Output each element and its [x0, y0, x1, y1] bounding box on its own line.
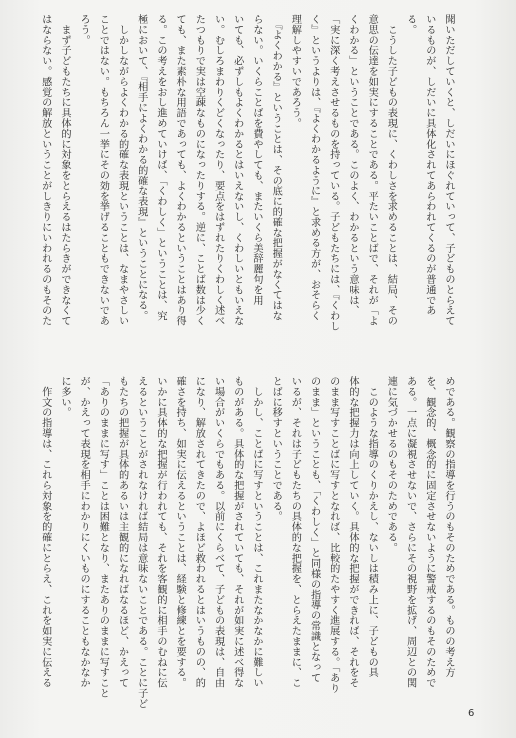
text-line: もたちの把握が具体的あるいは主観的になればなるほど、かえって	[116, 376, 128, 688]
text-line: に多い。	[58, 376, 70, 418]
text-line: ても、また素朴な用語であっても、よくわかるということはあり得	[174, 14, 186, 326]
text-line: いかに具体的な把握が行われても、それを客観的に相手のむねに伝	[154, 376, 166, 688]
text-line: のまま写すことばに写すとなれば、比較的たやすく進展する。「あり	[327, 376, 339, 694]
lower-text-block	[36, 376, 458, 708]
text-line: くわかる」ということである。このよく、わかるという意味は、	[346, 14, 358, 316]
text-line: しかしながらよくわかる的確な表現ということは、なまやさしい	[116, 14, 128, 326]
text-line: 極において、『相手によくわかる的確な表現』ということになる。	[135, 14, 147, 321]
text-line: 作文の指導は、これら対象を的確にとらえ、これを如実に伝える	[39, 376, 51, 688]
text-line: ろう。	[78, 14, 90, 46]
text-line: 「ありのままに写す」ことは困難となり、またありのままに写すこと	[97, 376, 109, 699]
text-line: が、かえって表現を相手にわかりにくいものにすることもなかなか	[78, 376, 90, 688]
text-line: いるが、それは子どもたちの具体的な把握を、とらえたままに、こ	[289, 376, 301, 688]
text-line: 意思の伝達を如実にすることである。平たいことばで、それが「よ	[366, 14, 378, 326]
text-line: まず子どもたちに具体的に対象をとらえるはたらきができなくて	[58, 14, 70, 326]
text-line: 確さを持ち、如実に伝えるということは、経験と修練とを要する。	[174, 376, 186, 688]
text-line: ことではない。もちろん一挙にその効を挙げることもできないであ	[97, 14, 109, 326]
text-line: しかし、ことばに写すということは、これまたなかなかに難しい	[250, 376, 262, 688]
text-line: らない。いくらことばを費やしても、またいくら美辞麗句を用	[250, 14, 262, 306]
text-line: を、観念的、概念的に固定させないように警戒するのもそのためで	[423, 376, 435, 688]
text-line: たつもりで実は空疎なものになったりする。逆に、ことば数は少く	[193, 14, 205, 326]
text-line: 聞いただしていくと、しだいにほぐれていって、子どものとらえて	[443, 14, 454, 326]
text-line: 連に気づかせるのもそのためである。	[385, 376, 397, 553]
text-line: 体的な把握力は向上していく。具体的な把握ができれば、それをそ	[346, 376, 358, 688]
text-line: いても、必ずしもよくわかるとはいえないし、くわしいともいえな	[231, 14, 243, 326]
text-line: る。この考えをおし進めていけば、「くわしく」ということは、究	[154, 14, 166, 321]
text-line: になり、解放されてきたので、よほど救われるとはいうものの、的	[193, 376, 205, 688]
text-line: 『よくわかる』ということは、その底に的確な把握がなくてはな	[270, 14, 282, 321]
text-line: いるものが、しだいに具体化されてあらわれてくるのが普通であ	[423, 14, 435, 316]
text-line: い場合がいくらでもある。以前にくらべて、子どもの表現は、自由	[212, 376, 224, 688]
text-line: はならない。感覚の解放ということがしきりにいわれるのもそのた	[39, 14, 51, 326]
text-line: こうした子どもの表現に、くわしさを求めることは、結局、その	[385, 14, 397, 326]
text-line: 「実に深く考えさせるものを持っている。子どもたちには、『くわし	[327, 14, 339, 332]
text-line: ある。一点に凝視させないで、さらにその視野を拡げ、周辺との関	[404, 376, 416, 688]
text-line: る。	[404, 14, 416, 35]
text-line: ものがある。具体的な把握がされていても、それが如実に述べ得な	[231, 376, 243, 688]
text-line: めである。観察の指導を行うのもそのためである。ものの考え方	[443, 376, 454, 678]
text-line: とばに移すということである。	[270, 376, 282, 522]
text-line: 理解しやすいであろう。	[289, 14, 301, 129]
text-line: のまま」ということも、「くわしく」と同様の指導の常識となって	[308, 376, 320, 683]
text-line: く』というよりは、『よくわかるように』と求める方が、おそらく	[308, 14, 320, 321]
page-number: 6	[468, 708, 475, 719]
text-line: い。むしろまわりくどくなったり、要点をはずれたりくわしく述べ	[212, 14, 224, 326]
text-line: えるということがされなければ結局は意味ないことである。ことに子ど	[135, 376, 147, 709]
upper-text-block	[36, 14, 458, 354]
text-line: このような指導のくりかえし、ないしは積み上に、子どもの具	[366, 376, 378, 678]
